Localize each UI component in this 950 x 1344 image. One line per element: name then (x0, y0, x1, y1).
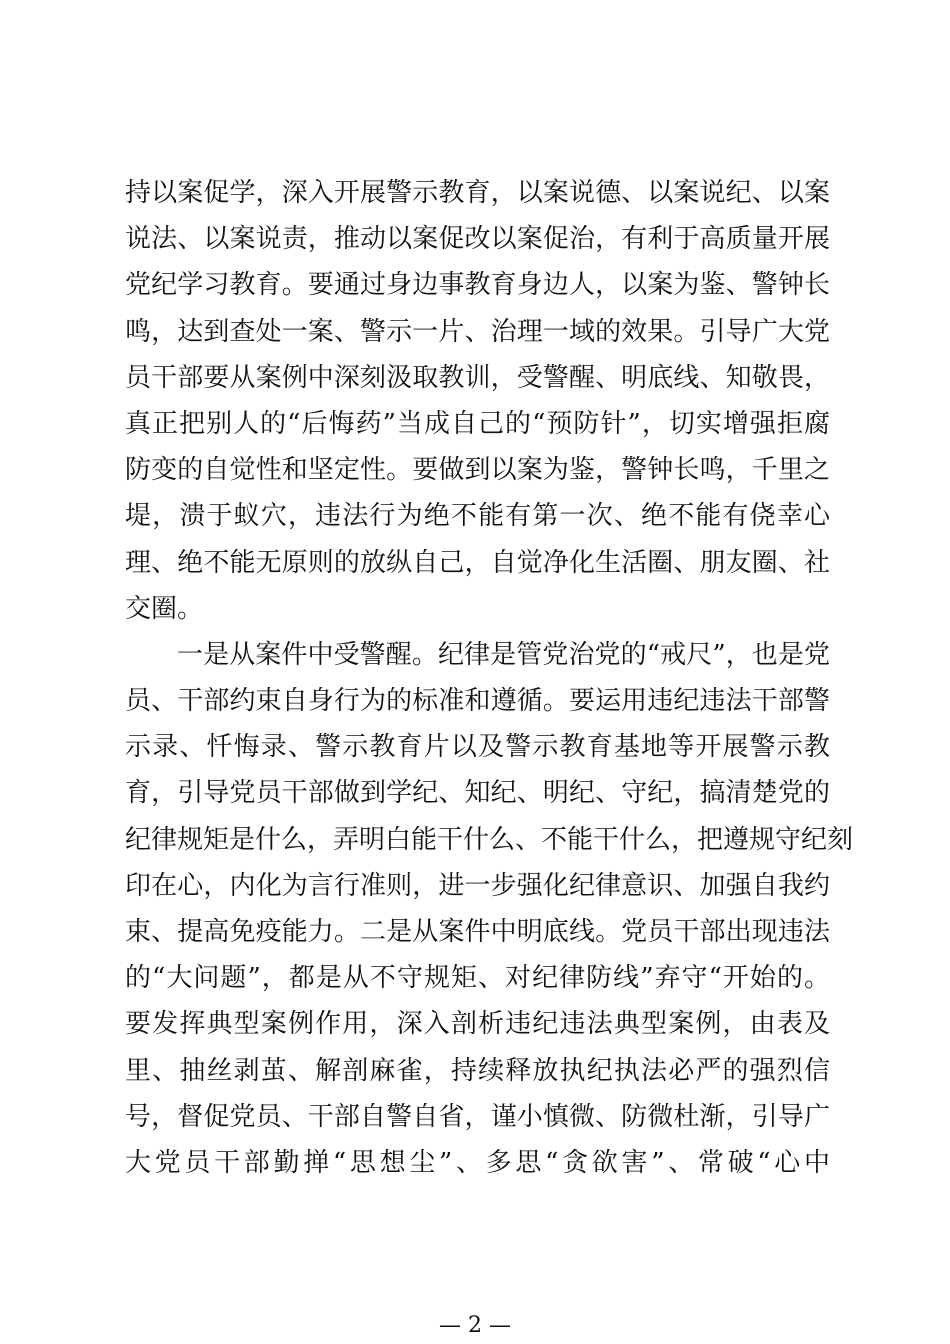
text-line: 育，引导党员干部做到学纪、知纪、明纪、守纪，搞清楚党的 (125, 778, 830, 809)
text-line: 鸣，达到查处一案、警示一片、治理一域的效果。引导广大党 (125, 316, 830, 347)
text-line: 纪律规矩是什么，弄明白能干什么、不能干什么，把遵规守纪刻 (125, 824, 854, 855)
text-line: 束、提高免疫能力。二是从案件中明底线。党员干部出现违法 (125, 917, 830, 947)
text-line: 党纪学习教育。要通过身边事教育身边人，以案为鉴、警钟长 (125, 270, 830, 301)
text-line: 号，督促党员、干部自警自省，谨小慎微、防微杜渐，引导广 (125, 1101, 830, 1132)
paragraph-1 (125, 170, 830, 632)
text-line: 一是从案件中受警醒。纪律是管党治党的“戒尺”，也是党 (177, 639, 830, 670)
text-line: 要发挥典型案例作用，深入剖析违纪违法典型案例，由表及 (125, 1009, 830, 1040)
text-line: 说法、以案说责，推动以案促改以案促治，有利于高质量开展 (125, 224, 830, 255)
text-line: 员、干部约束自身行为的标准和遵循。要运用违纪违法干部警 (125, 686, 830, 717)
paragraph-2 (125, 632, 854, 1186)
text-line: 真正把别人的“后悔药”当成自己的“预防针”，切实增强拒腐 (125, 408, 830, 439)
text-line: 堤，溃于蚁穴，违法行为绝不能有第一次、绝不能有侥幸心 (125, 501, 830, 532)
page-number: — 2 — (439, 1313, 511, 1338)
text-line: 持以案促学，深入开展警示教育，以案说德、以案说纪、以案 (125, 178, 830, 208)
text-line: 大党员干部勤掸“思想尘”、多思“贪欲害”、常破“心中 (125, 1147, 830, 1178)
text-line: 防变的自觉性和坚定性。要做到以案为鉴，警钟长鸣，千里之 (125, 455, 830, 486)
text-line: 的“大问题”，都是从不守规矩、对纪律防线”弃守“开始的。 (125, 963, 830, 994)
text-line: 里、抽丝剥茧、解剖麻雀，持续释放执纪执法必严的强烈信 (125, 1055, 830, 1086)
text-line: 印在心，内化为言行准则，进一步强化纪律意识、加强自我约 (125, 870, 830, 901)
text-line: 员干部要从案例中深刻汲取教训，受警醒、明底线、知敬畏， (125, 362, 830, 393)
text-line: 交圈。 (125, 593, 204, 624)
body-text (125, 170, 854, 1186)
text-line: 示录、忏悔录、警示教育片以及警示教育基地等开展警示教 (125, 732, 830, 763)
text-line: 理、绝不能无原则的放纵自己，自觉净化生活圈、朋友圈、社 (125, 547, 830, 578)
